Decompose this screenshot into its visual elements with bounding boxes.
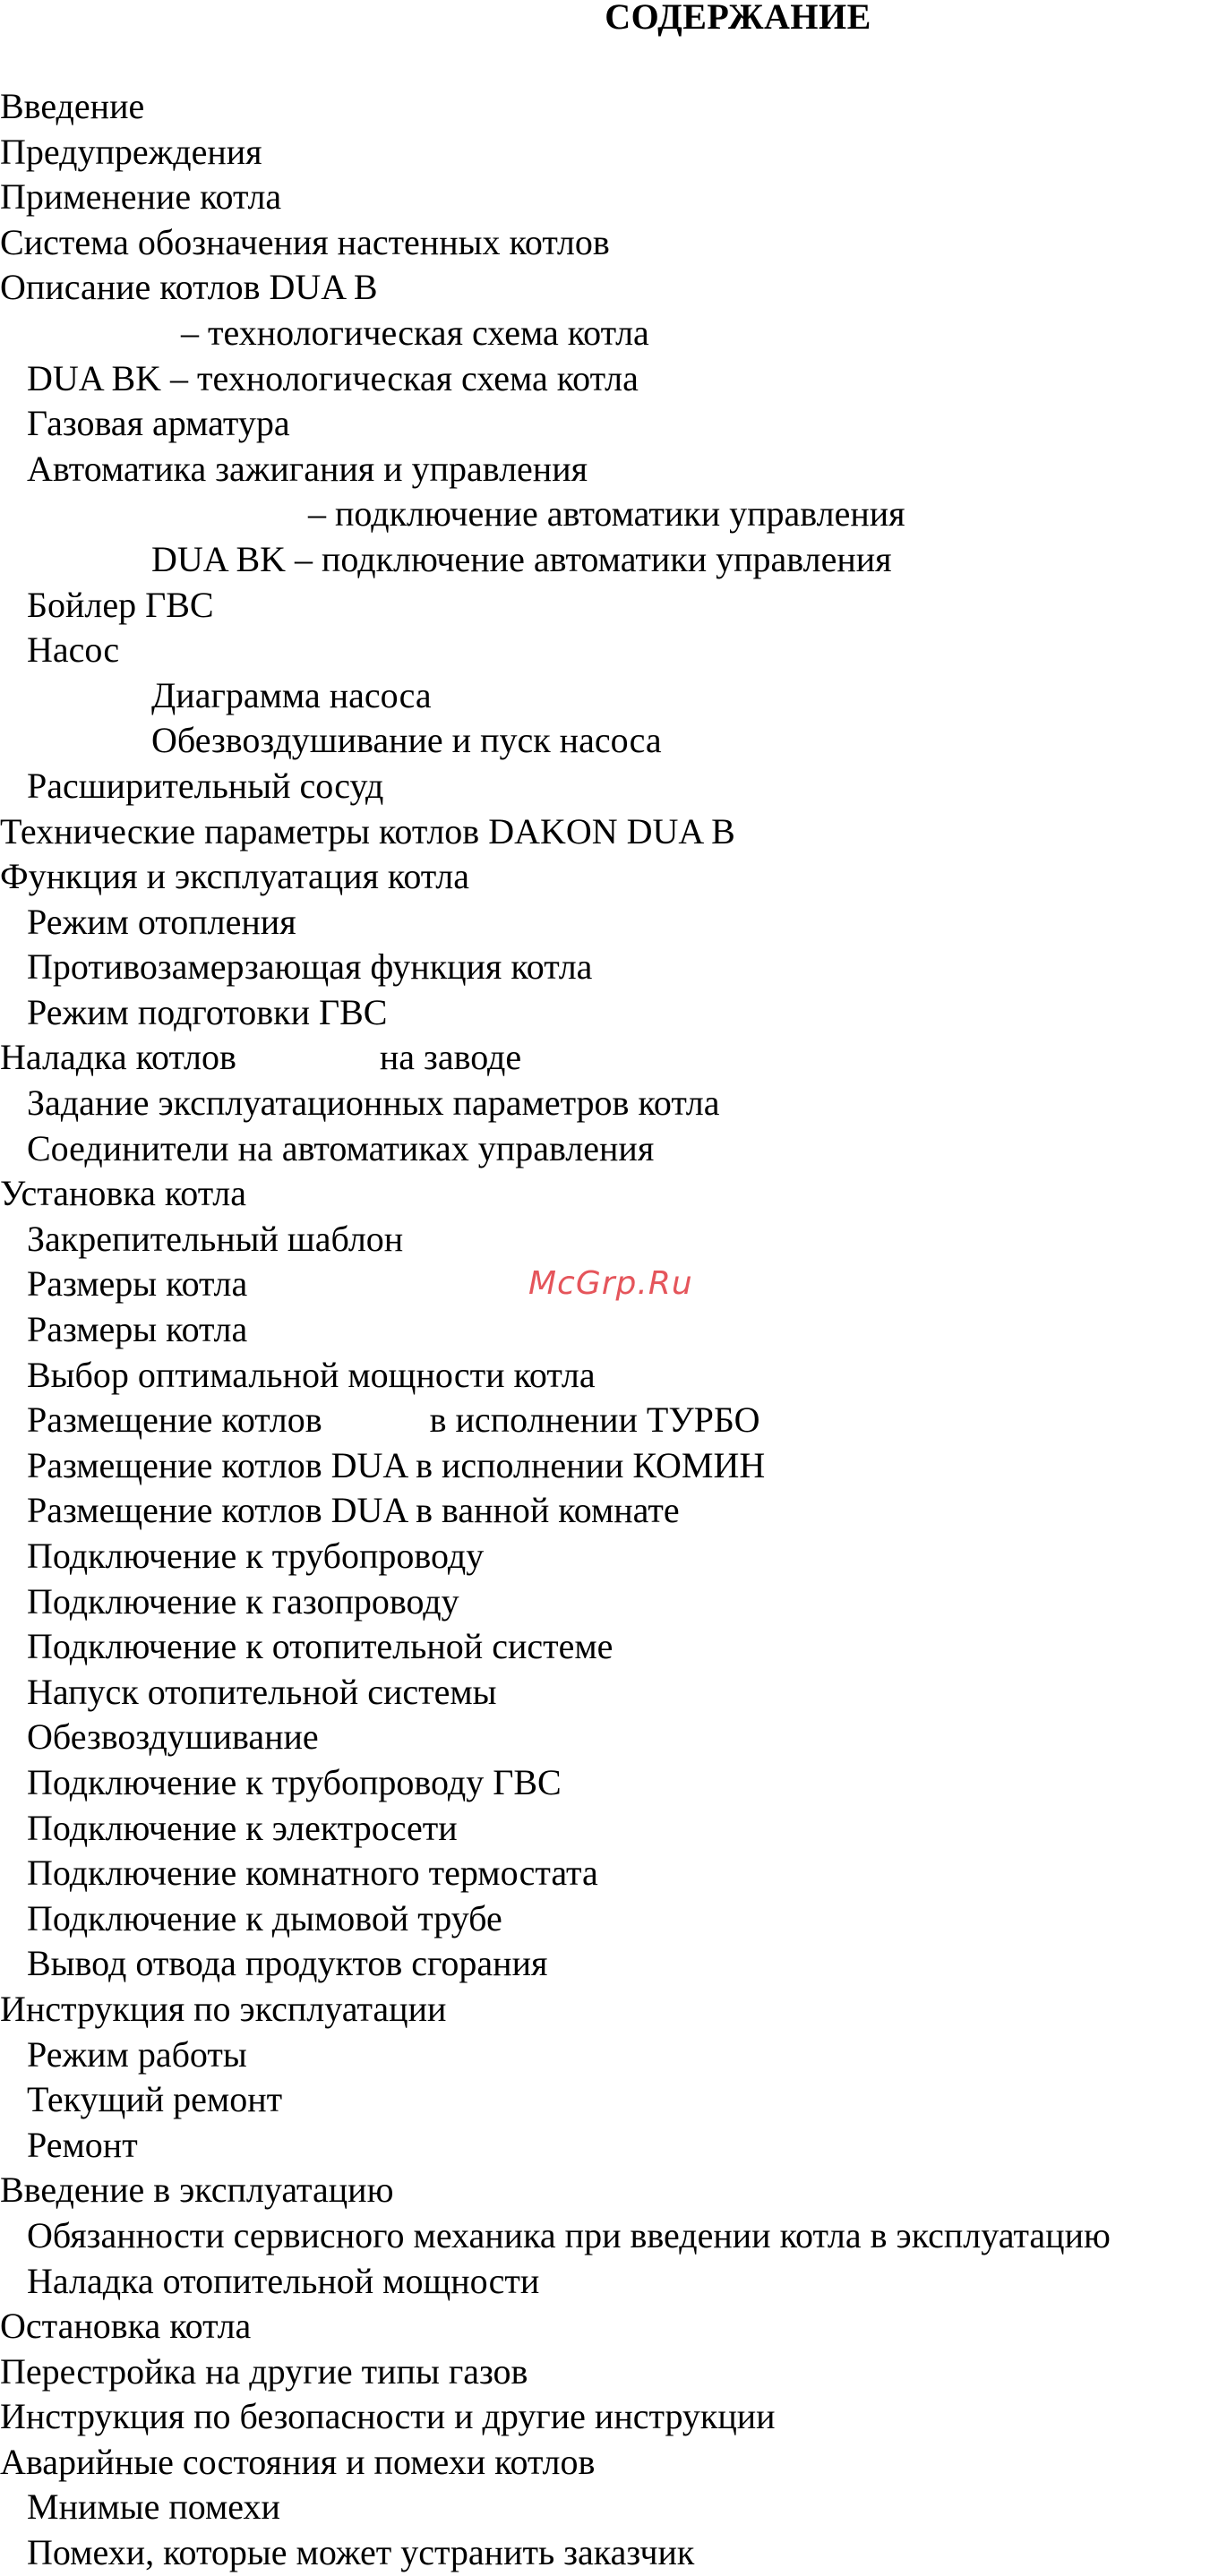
toc-entry-text: Размещение котлов DUA в исполнении КОМИН (27, 1444, 766, 1485)
toc-entry (0, 673, 1111, 719)
toc-entry (0, 900, 1111, 946)
toc-entry (0, 265, 1111, 311)
toc-entry-text: Введение в эксплуатацию (0, 2169, 394, 2211)
toc-entry-text: Установка котла (0, 1173, 246, 1214)
toc-entry-text: Инструкция по эксплуатации (0, 1988, 447, 2029)
toc-entry-text: Подключение к трубопроводу ГВС (27, 1761, 562, 1802)
toc-entry (0, 990, 1111, 1036)
toc-entry (0, 2530, 1111, 2576)
toc-entry (0, 583, 1111, 629)
toc-entry-text: Режим подготовки ГВС (27, 991, 388, 1032)
toc-entry-text: Режим работы (27, 2033, 247, 2075)
toc-entry-text: Обязанности сервисного механика при введении котла в эксплуатацию (27, 2214, 1111, 2255)
toc-entry-text: Напуск отопительной системы (27, 1671, 497, 1712)
toc-entry-text: DUA BK – технологическая схема котла (27, 357, 639, 398)
toc-entry (0, 1488, 1111, 1534)
toc-entry-text: Предупреждения (0, 131, 262, 172)
toc-entry-text: Ремонт (27, 2124, 138, 2165)
toc-entry (0, 2259, 1111, 2305)
toc-entry (0, 2077, 1111, 2123)
toc-entry-text: Подключение к электросети (27, 1807, 458, 1848)
toc-entry-text: Обезвоздушивание (27, 1716, 319, 1758)
toc-entry-text: – подключение автоматики управления (308, 493, 905, 535)
toc-entry (0, 1760, 1111, 1806)
toc-entry-text: Наладка отопительной мощности (27, 2260, 540, 2301)
toc-entry (0, 1715, 1111, 1760)
toc-entry-text: Подключение к дымовой трубе (27, 1897, 502, 1938)
toc-entry-text: Помехи, которые может устранить заказчик (27, 2532, 695, 2573)
toc-entry (0, 1171, 1111, 1217)
toc-entry-text: Вывод отвода продуктов сгорания (27, 1943, 548, 1984)
toc-entry-text: Инструкция по безопасности и другие инструкции (0, 2396, 776, 2437)
toc-entry-text: Аварийные состояния и помехи котлов (0, 2441, 596, 2482)
toc-entry-text: Размещение котлов (27, 1399, 322, 1441)
toc-entry (0, 84, 1111, 130)
toc-entry-text: Наладка котлов (0, 1037, 236, 1078)
toc-entry (0, 1035, 1111, 1081)
toc-entry (0, 1126, 1111, 1172)
toc-entry (0, 1353, 1111, 1399)
toc-entry-text: Размеры котла (27, 1263, 248, 1305)
toc-entry (0, 628, 1111, 673)
toc-entry (0, 1217, 1111, 1262)
toc-entry (0, 854, 1111, 900)
toc-entry-text: Автоматика зажигания и управления (27, 448, 588, 489)
toc-entry (0, 1081, 1111, 1126)
toc-entry (0, 401, 1111, 447)
toc-entry (0, 2485, 1111, 2530)
toc-entry (0, 175, 1111, 220)
toc-entry (0, 1534, 1111, 1579)
toc-entry (0, 537, 1111, 583)
toc-entry-text: Газовая арматура (27, 403, 290, 444)
toc-entry-text: Закрепительный шаблон (27, 1218, 404, 1259)
toc-entry (0, 945, 1111, 990)
toc-entry-text: Подключение к трубопроводу (27, 1536, 485, 1576)
toc-entry (0, 1398, 1111, 1443)
toc-entry-text-cont: на заводе (379, 1037, 522, 1078)
toc-entry-text: Перестройка на другие типы газов (0, 2350, 528, 2392)
toc-entry (0, 764, 1111, 809)
toc-entry-text: Задание эксплуатационных параметров котла (27, 1083, 720, 1124)
watermark: McGrp.Ru (528, 1265, 693, 1302)
toc-entry (0, 1806, 1111, 1852)
toc-entry-text: Расширительный сосуд (27, 765, 384, 806)
toc-entry-text: Насос (27, 629, 120, 671)
toc-entry-text: Применение котла (0, 176, 282, 218)
toc-entry (0, 2394, 1111, 2440)
table-of-contents (0, 84, 1111, 2576)
toc-entry (0, 356, 1111, 402)
toc-entry (0, 809, 1111, 855)
toc-entry (0, 2033, 1111, 2078)
toc-entry (0, 2123, 1111, 2169)
toc-entry (0, 2213, 1111, 2259)
toc-entry-text: Диаграмма насоса (151, 674, 432, 715)
toc-entry (0, 311, 1111, 356)
toc-entry-text: Подключение к отопительной системе (27, 1626, 614, 1667)
page-title: СОДЕРЖАНИЕ (605, 0, 871, 37)
toc-entry-text: Выбор оптимальной мощности котла (27, 1354, 596, 1395)
toc-entry-text: Соединители на автоматиках управления (27, 1127, 655, 1168)
toc-entry-text: Описание котлов DUA B (0, 267, 378, 308)
toc-entry (0, 2440, 1111, 2486)
toc-entry (0, 1670, 1111, 1716)
toc-entry-text-cont: в исполнении ТУРБО (429, 1399, 760, 1441)
toc-entry-text: Введение (0, 86, 145, 126)
toc-entry-text: DUA BK – подключение автоматики управления (151, 538, 892, 579)
toc-entry-text: Текущий ремонт (27, 2079, 283, 2120)
toc-entry-text: Подключение к газопроводу (27, 1580, 459, 1622)
toc-entry (0, 2349, 1111, 2395)
toc-entry-text: Функция и эксплуатация котла (0, 856, 469, 897)
toc-entry-text: Противозамерзающая функция котла (27, 946, 593, 988)
toc-entry-text: – технологическая схема котла (181, 312, 649, 353)
toc-entry (0, 1987, 1111, 2033)
toc-entry-text: Технические параметры котлов DAKON DUA B (0, 810, 735, 852)
toc-entry (0, 1896, 1111, 1942)
toc-entry (0, 220, 1111, 266)
toc-entry-text: Система обозначения настенных котлов (0, 221, 610, 262)
toc-entry (0, 130, 1111, 175)
toc-entry (0, 1624, 1111, 1670)
toc-entry (0, 1307, 1111, 1353)
toc-entry (0, 2168, 1111, 2213)
toc-entry-text: Размеры котла (27, 1309, 248, 1350)
toc-entry-text: Обезвоздушивание и пуск насоса (151, 720, 662, 761)
toc-entry (0, 492, 1111, 537)
toc-entry (0, 447, 1111, 492)
toc-entry-text: Подключение комнатного термостата (27, 1853, 598, 1894)
toc-entry-text: Режим отопления (27, 901, 296, 942)
toc-entry-text: Мнимые помехи (27, 2486, 280, 2528)
toc-entry (0, 1851, 1111, 1896)
toc-entry (0, 2304, 1111, 2349)
toc-entry (0, 1443, 1111, 1489)
toc-entry-text: Бойлер ГВС (27, 584, 214, 625)
toc-entry (0, 718, 1111, 764)
toc-entry (0, 1941, 1111, 1987)
toc-entry (0, 1579, 1111, 1625)
toc-entry-text: Размещение котлов DUA в ванной комнате (27, 1490, 680, 1531)
toc-entry-text: Остановка котла (0, 2306, 252, 2347)
